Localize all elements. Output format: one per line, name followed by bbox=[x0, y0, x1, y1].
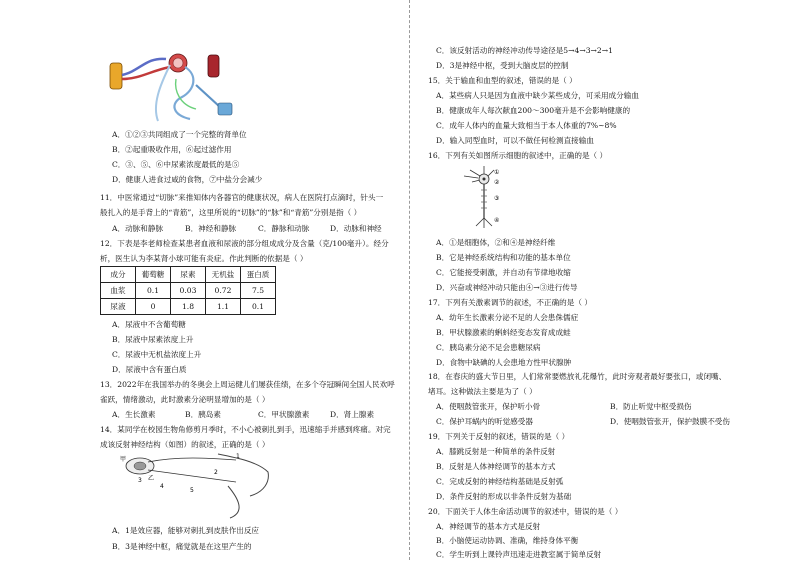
q13-option-d: D．肾上腺素 bbox=[330, 410, 375, 419]
q16-stem: 16．下列有关如图所示细胞的叙述中，正确的是（ ） bbox=[428, 151, 608, 160]
q13-stem-line2: 雀跃，情绪激动，此时激素分泌明显增加的是（ ） bbox=[100, 395, 270, 404]
q19-option-d: D．条件反射的形成以非条件反射为基础 bbox=[436, 492, 572, 501]
q18-stem-line1: 18．在春庆的盛大节日里，人们常常要燃放礼花爆竹，此时旁观者最好要张口，或闭嘴、 bbox=[428, 372, 727, 381]
reflex-arc-figure bbox=[118, 452, 278, 522]
q17-option-c: C．胰岛素分泌不足会患糖尿病 bbox=[436, 343, 541, 352]
q17-option-b: B．甲状腺激素的蝌蚪经变态发育成成蛙 bbox=[436, 328, 571, 337]
q12-stem-line1: 12．下表是李老师检查某患者血液和尿液的部分组成成分及含量（克/100毫升）。经分 bbox=[100, 239, 389, 248]
table-cell: 血浆 bbox=[101, 283, 136, 299]
q12-option-d: D．尿液中含有蛋白质 bbox=[112, 365, 187, 374]
table-header-cell: 蛋白质 bbox=[241, 267, 276, 283]
figure-label-4: ④ bbox=[494, 217, 500, 224]
table-cell: 尿液 bbox=[101, 299, 136, 315]
figure-label-yi: 乙 bbox=[148, 475, 155, 482]
q13-option-c: C．甲状腺激素 bbox=[258, 410, 310, 419]
table-cell: 1.8 bbox=[171, 299, 206, 315]
q16-option-b: B．它是神经系统结构和功能的基本单位 bbox=[436, 253, 571, 262]
q14-stem-line2: 成该反射神经结构（如图）的叙述，正确的是（ ） bbox=[100, 440, 270, 449]
q15-option-b: B．健康成年人每次献血200～300毫升是不会影响健康的 bbox=[436, 106, 631, 115]
table-header-cell: 成分 bbox=[101, 267, 136, 283]
q10-option-c: C．③、⑤、⑥中尿素浓度最低的是⑤ bbox=[112, 160, 240, 169]
table-cell: 0.1 bbox=[241, 299, 276, 315]
q10-option-a: A．①②③共同组成了一个完整的肾单位 bbox=[112, 130, 247, 139]
q12-option-a: A．尿液中不含葡萄糖 bbox=[112, 320, 186, 329]
figure-label-1: ① bbox=[494, 169, 500, 176]
q12-option-c: C．尿液中无机盐浓度上升 bbox=[112, 350, 202, 359]
q19-option-a: A．膝跳反射是一种简单的条件反射 bbox=[436, 447, 556, 456]
q11-option-d: D．动脉和神经 bbox=[330, 224, 382, 233]
column-divider bbox=[409, 0, 410, 560]
q14-option-b: B．3是神经中枢，痛觉就是在这里产生的 bbox=[112, 542, 252, 551]
q11-stem-line2: 般扎入的是手背上的“青筋”，这里所说的“切脉”的“脉”和“青筋”分别是指（ ） bbox=[100, 208, 362, 217]
q12-option-b: B．尿液中尿素浓度上升 bbox=[112, 335, 194, 344]
q15-stem: 15．关于输血和血型的叙述，错误的是（ ） bbox=[428, 76, 577, 85]
table-header-row bbox=[101, 267, 276, 283]
table-row bbox=[101, 299, 276, 315]
q13-stem-line1: 13．2022年在我国举办的冬奥会上周运健儿们屡获佳绩，在多个夺冠瞬间全国人民欢呼 bbox=[100, 380, 395, 389]
q17-stem: 17．下列有关激素调节的叙述，不正确的是（ ） bbox=[428, 298, 592, 307]
figure-label-2: ② bbox=[494, 179, 500, 186]
q17-option-d: D．食物中缺碘的人会患地方性甲状腺肿 bbox=[436, 358, 572, 367]
q15-option-d: D．输入同型血时，可以不做任何检测直接输血 bbox=[436, 136, 594, 145]
q20-option-b: B．小脑使运动协调、准确，维持身体平衡 bbox=[436, 536, 579, 545]
q10-option-d: D．健康人进食过咸的食物，⑦中盐分会减少 bbox=[112, 175, 263, 184]
q18-option-a: A．使咽鼓管张开，保护听小骨 bbox=[436, 402, 541, 411]
q20-stem: 20．下面关于人体生命活动调节的叙述中，错误的是（ ） bbox=[428, 507, 623, 516]
table-cell: 7.5 bbox=[241, 283, 276, 299]
nephron-figure bbox=[100, 45, 250, 127]
q18-stem-line2: 堵耳。这种做法主要是为了（ ） bbox=[428, 387, 537, 396]
table-cell: 1.1 bbox=[206, 299, 241, 315]
q14-option-a: A．1是效应器，能够对刺扎到皮肤作出反应 bbox=[112, 526, 260, 535]
q12-stem-line2: 析，医生认为李某肾小球可能有炎症。作此判断的依据是（ ） bbox=[100, 254, 308, 263]
q19-option-b: B．反射是人体神经调节的基本方式 bbox=[436, 462, 556, 471]
table-header-cell: 尿素 bbox=[171, 267, 206, 283]
q13-option-a: A．生长激素 bbox=[112, 410, 156, 419]
figure-label-2: 2 bbox=[214, 469, 218, 476]
figure-label-1: 1 bbox=[236, 453, 240, 460]
q16-option-a: A．①是细胞体，②和④是神经纤维 bbox=[436, 238, 556, 247]
figure-label-3: 3 bbox=[138, 477, 142, 484]
figure-label-jia: 甲 bbox=[120, 456, 127, 463]
q20-option-a: A．神经调节的基本方式是反射 bbox=[436, 522, 541, 531]
table-cell: 0.72 bbox=[206, 283, 241, 299]
neuron-figure bbox=[450, 162, 540, 232]
q16-option-d: D．兴奋或神经冲动只能由④→③进行传导 bbox=[436, 283, 578, 292]
q17-option-a: A．幼年生长激素分泌不足的人会患侏儒症 bbox=[436, 313, 579, 322]
table-cell: 0 bbox=[136, 299, 171, 315]
q20-option-c: C．学生听到上课铃声迅速走进教室属于简单反射 bbox=[436, 550, 602, 559]
q19-stem: 19．下列关于反射的叙述，错误的是（ ） bbox=[428, 432, 570, 441]
figure-label-3: ③ bbox=[494, 195, 500, 202]
figure-label-4: 4 bbox=[160, 483, 164, 490]
q15-option-c: C．成年人体内的血量大致相当于本人体重的7%~8% bbox=[436, 121, 617, 130]
q16-option-c: C．它能接受刺激，并自动有节律地收缩 bbox=[436, 268, 571, 277]
q10-option-b: B．②起重吸收作用，⑥起过滤作用 bbox=[112, 145, 232, 154]
q11-option-b: B．神经和静脉 bbox=[185, 224, 237, 233]
q13-option-b: B．胰岛素 bbox=[185, 410, 221, 419]
q11-stem-line1: 11．中医常通过“切脉”来推知体内各器官的健康状况，病人在医院打点滴时，针头一 bbox=[100, 193, 384, 202]
q11-option-a: A．动脉和静脉 bbox=[112, 224, 164, 233]
q15-option-a: A．某些病人只是因为血液中缺少某些成分，可采用成分输血 bbox=[436, 91, 639, 100]
figure-label-5: 5 bbox=[190, 487, 194, 494]
table-header-cell: 无机盐 bbox=[206, 267, 241, 283]
table-row bbox=[101, 283, 276, 299]
q14-option-c: C．该反射活动的神经冲动传导途径是5→4→3→2→1 bbox=[436, 46, 613, 55]
q12-data-table bbox=[100, 266, 276, 315]
q18-option-b: B．防止听觉中枢受损伤 bbox=[610, 402, 692, 411]
q14-option-d: D．3是神经中枢，受到大脑皮层的控制 bbox=[436, 61, 569, 70]
table-header-cell: 葡萄糖 bbox=[136, 267, 171, 283]
q19-option-c: C．完成反射的神经结构基础是反射弧 bbox=[436, 477, 564, 486]
q11-option-c: C．静脉和动脉 bbox=[258, 224, 310, 233]
q18-option-d: D．使咽鼓管张开，保护鼓膜不受伤 bbox=[610, 417, 730, 426]
table-cell: 0.1 bbox=[136, 283, 171, 299]
q18-option-c: C．保护耳蜗内的听觉感受器 bbox=[436, 417, 533, 426]
q14-stem-line1: 14．某同学在校园生物角修剪月季时，不小心被刺扎到手，迅速缩手并感到疼痛。对完 bbox=[100, 425, 391, 434]
table-cell: 0.03 bbox=[171, 283, 206, 299]
